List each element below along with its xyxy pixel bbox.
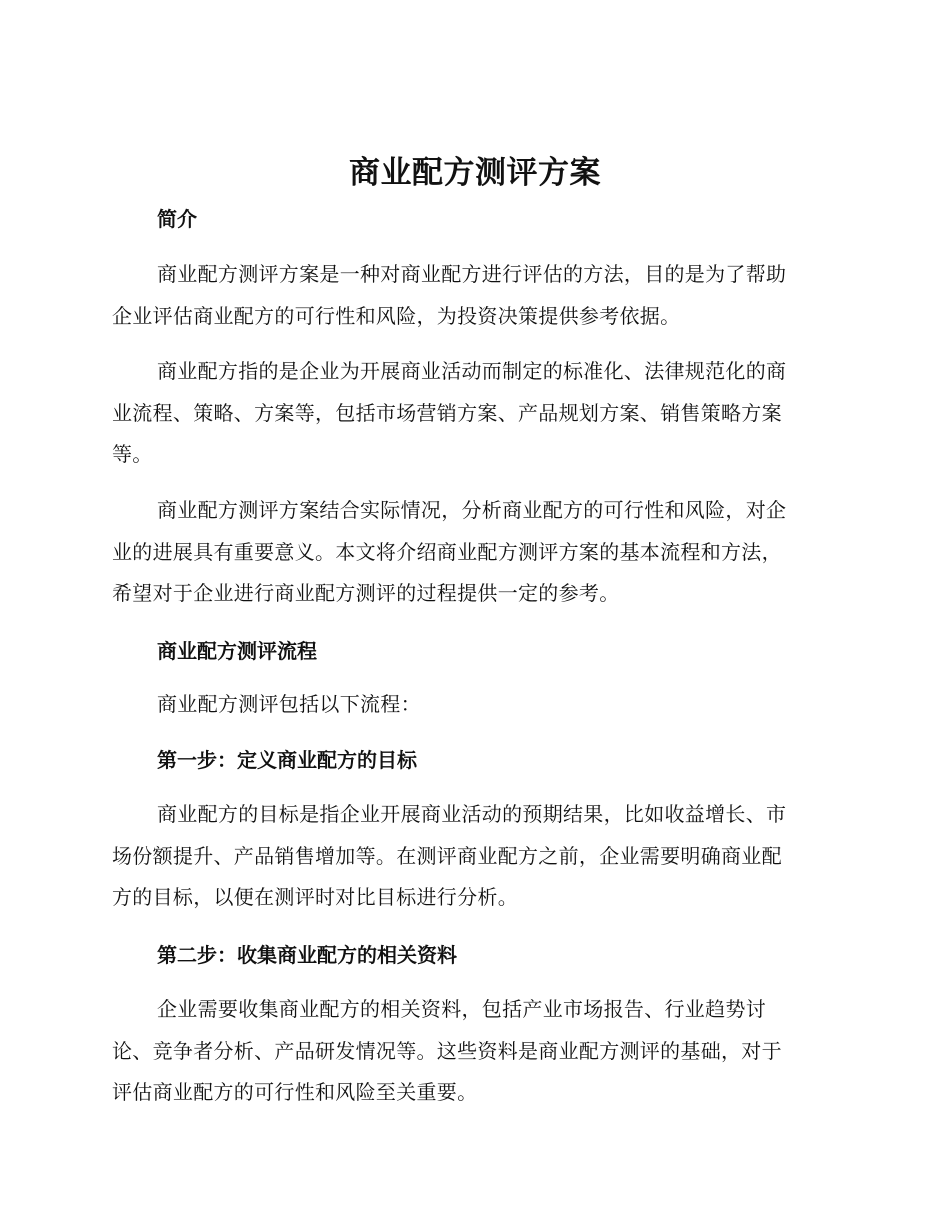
paragraph-line: 等。 <box>112 442 153 466</box>
paragraph-line: 方的目标，以便在测评时对比目标进行分析。 <box>112 885 518 909</box>
process-intro-paragraph <box>112 684 830 726</box>
paragraph-line: 企业需要收集商业配方的相关资料，包括产业市场报告、行业趋势讨 <box>157 997 766 1021</box>
paragraph-line: 业流程、策略、方案等，包括市场营销方案、产品规划方案、销售策略方案 <box>112 400 782 425</box>
paragraph-line: 商业配方测评包括以下流程： <box>157 692 421 716</box>
section-heading-step-1: 第一步：定义商业配方的目标 <box>157 748 417 772</box>
paragraph-line: 评估商业配方的可行性和风险至关重要。 <box>112 1080 478 1104</box>
section-heading-process: 商业配方测评流程 <box>157 639 317 663</box>
step-2-paragraph <box>112 989 830 1114</box>
section-heading-step-2: 第二步：收集商业配方的相关资料 <box>157 943 457 967</box>
document-title: 商业配方测评方案 <box>349 155 601 191</box>
paragraph-line: 企业评估商业配方的可行性和风险，为投资决策提供参考依据。 <box>112 303 681 328</box>
paragraph-line: 商业配方测评方案是一种对商业配方进行评估的方法，目的是为了帮助 <box>157 262 787 286</box>
paragraph-line: 商业配方测评方案结合实际情况，分析商业配方的可行性和风险，对企 <box>157 498 787 522</box>
step-1-paragraph <box>112 794 830 919</box>
paragraph-line: 商业配方的目标是指企业开展商业活动的预期结果，比如收益增长、市 <box>157 802 787 826</box>
paragraph-line: 论、竞争者分析、产品研发情况等。这些资料是商业配方测评的基础，对于 <box>112 1038 782 1063</box>
intro-paragraph-2 <box>112 351 830 476</box>
paragraph-line: 场份额提升、产品销售增加等。在测评商业配方之前，企业需要明确商业配 <box>112 843 782 868</box>
section-heading-intro: 简介 <box>157 207 197 231</box>
intro-paragraph-1 <box>112 254 830 337</box>
paragraph-line: 希望对于企业进行商业配方测评的过程提供一定的参考。 <box>112 581 620 605</box>
paragraph-line: 商业配方指的是企业为开展商业活动而制定的标准化、法律规范化的商 <box>157 359 787 383</box>
intro-paragraph-3 <box>112 490 830 615</box>
paragraph-line: 业的进展具有重要意义。本文将介绍商业配方测评方案的基本流程和方法， <box>112 539 782 564</box>
